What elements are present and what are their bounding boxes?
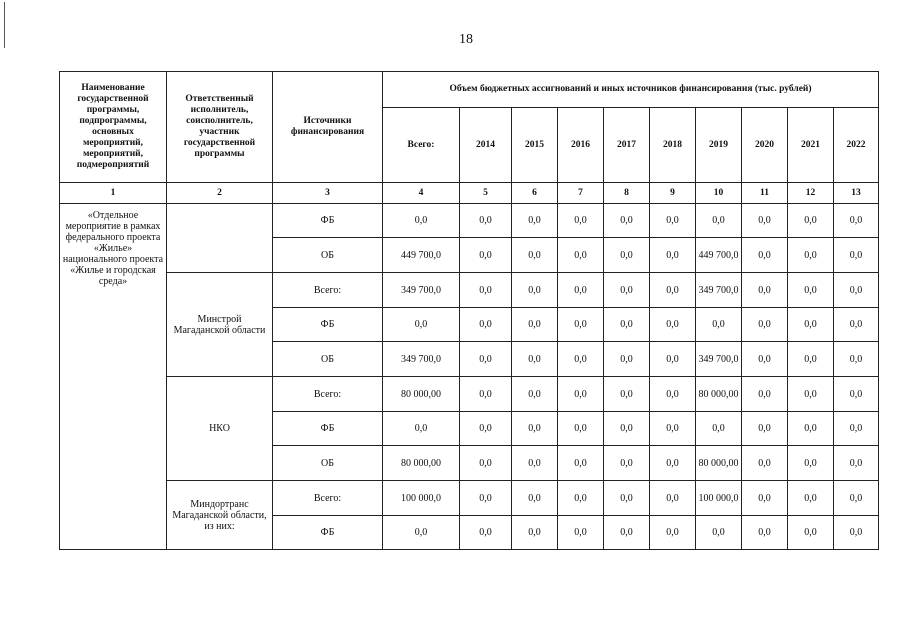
year-value: 0,0 <box>650 446 696 481</box>
year-value: 0,0 <box>512 342 558 377</box>
header-year: 2022 <box>834 108 879 183</box>
year-value: 100 000,0 <box>696 481 742 516</box>
header-budget-volume: Объем бюджетных ассигнований и иных источников финансирования (тыс. рублей) <box>383 72 879 108</box>
year-value: 0,0 <box>834 308 879 342</box>
year-value: 0,0 <box>650 308 696 342</box>
funding-source: ФБ <box>273 516 383 550</box>
year-value: 0,0 <box>512 308 558 342</box>
year-value: 0,0 <box>460 446 512 481</box>
year-value: 0,0 <box>512 446 558 481</box>
year-value: 0,0 <box>650 412 696 446</box>
year-value: 0,0 <box>696 516 742 550</box>
year-value: 0,0 <box>650 342 696 377</box>
table-row <box>60 273 879 308</box>
year-value: 0,0 <box>460 273 512 308</box>
year-value: 80 000,00 <box>696 446 742 481</box>
year-value: 0,0 <box>558 342 604 377</box>
column-number: 6 <box>512 183 558 204</box>
margin-rule <box>4 2 5 48</box>
executor-cell: НКО <box>167 377 273 481</box>
year-value: 0,0 <box>650 238 696 273</box>
year-value: 0,0 <box>604 273 650 308</box>
funding-source: Всего: <box>273 273 383 308</box>
table-row <box>60 377 879 412</box>
column-number: 4 <box>383 183 460 204</box>
year-value: 0,0 <box>604 481 650 516</box>
year-value: 80 000,00 <box>696 377 742 412</box>
year-value: 0,0 <box>512 516 558 550</box>
column-number: 11 <box>742 183 788 204</box>
funding-source: ОБ <box>273 238 383 273</box>
year-value: 0,0 <box>834 446 879 481</box>
year-value: 0,0 <box>460 377 512 412</box>
column-number: 8 <box>604 183 650 204</box>
header-year: 2020 <box>742 108 788 183</box>
funding-source: ФБ <box>273 204 383 238</box>
year-value: 349 700,0 <box>696 273 742 308</box>
year-value: 0,0 <box>834 377 879 412</box>
table-row <box>60 481 879 516</box>
header-funding-source: Источники финансирования <box>273 72 383 183</box>
total-value: 100 000,0 <box>383 481 460 516</box>
year-value: 0,0 <box>788 516 834 550</box>
year-value: 0,0 <box>512 238 558 273</box>
header-executor: Ответственный исполнитель, соисполнитель, участник государственной программы <box>167 72 273 183</box>
column-number: 13 <box>834 183 879 204</box>
column-number: 2 <box>167 183 273 204</box>
year-value: 0,0 <box>650 516 696 550</box>
year-value: 0,0 <box>742 516 788 550</box>
year-value: 0,0 <box>512 412 558 446</box>
year-value: 0,0 <box>834 342 879 377</box>
header-total: Всего: <box>383 108 460 183</box>
year-value: 0,0 <box>834 273 879 308</box>
year-value: 0,0 <box>788 481 834 516</box>
measure-name: «Отдельное мероприятие в рамках федерального проекта «Жилье» национального проекта «Жилье и городская среда» <box>60 204 167 550</box>
funding-source: Всего: <box>273 377 383 412</box>
year-value: 0,0 <box>696 204 742 238</box>
year-value: 0,0 <box>460 481 512 516</box>
year-value: 0,0 <box>742 446 788 481</box>
year-value: 0,0 <box>834 516 879 550</box>
year-value: 0,0 <box>558 446 604 481</box>
year-value: 0,0 <box>834 481 879 516</box>
funding-source: Всего: <box>273 481 383 516</box>
page-number: 18 <box>459 32 473 47</box>
year-value: 0,0 <box>650 273 696 308</box>
year-value: 0,0 <box>834 238 879 273</box>
year-value: 0,0 <box>558 377 604 412</box>
year-value: 0,0 <box>650 204 696 238</box>
year-value: 0,0 <box>742 481 788 516</box>
total-value: 449 700,0 <box>383 238 460 273</box>
total-value: 0,0 <box>383 516 460 550</box>
year-value: 0,0 <box>604 377 650 412</box>
year-value: 0,0 <box>604 342 650 377</box>
year-value: 0,0 <box>604 446 650 481</box>
column-number: 12 <box>788 183 834 204</box>
total-value: 349 700,0 <box>383 273 460 308</box>
header-year: 2018 <box>650 108 696 183</box>
year-value: 0,0 <box>604 204 650 238</box>
year-value: 0,0 <box>558 204 604 238</box>
total-value: 0,0 <box>383 412 460 446</box>
year-value: 0,0 <box>696 412 742 446</box>
header-year: 2015 <box>512 108 558 183</box>
year-value: 0,0 <box>788 412 834 446</box>
header-year: 2021 <box>788 108 834 183</box>
year-value: 0,0 <box>558 273 604 308</box>
year-value: 0,0 <box>558 308 604 342</box>
year-value: 0,0 <box>742 308 788 342</box>
total-value: 0,0 <box>383 204 460 238</box>
year-value: 0,0 <box>696 308 742 342</box>
year-value: 0,0 <box>460 412 512 446</box>
executor-cell: Миндортранс Магаданской области, из них: <box>167 481 273 550</box>
header-year: 2016 <box>558 108 604 183</box>
total-value: 80 000,00 <box>383 446 460 481</box>
header-year: 2019 <box>696 108 742 183</box>
executor-cell <box>167 204 273 273</box>
table-row <box>60 204 879 238</box>
year-value: 0,0 <box>604 308 650 342</box>
budget-table <box>59 71 879 550</box>
year-value: 0,0 <box>742 273 788 308</box>
year-value: 0,0 <box>512 204 558 238</box>
header-year: 2014 <box>460 108 512 183</box>
total-value: 349 700,0 <box>383 342 460 377</box>
year-value: 0,0 <box>460 308 512 342</box>
year-value: 0,0 <box>788 238 834 273</box>
header-program-name: Наименование государственной программы, подпрограммы, основных мероприятий, мероприятий, подмероприятий <box>60 72 167 183</box>
year-value: 0,0 <box>788 308 834 342</box>
column-number: 7 <box>558 183 604 204</box>
year-value: 0,0 <box>788 377 834 412</box>
year-value: 0,0 <box>742 342 788 377</box>
year-value: 0,0 <box>512 273 558 308</box>
year-value: 0,0 <box>558 238 604 273</box>
year-value: 0,0 <box>604 516 650 550</box>
year-value: 0,0 <box>512 377 558 412</box>
column-number: 3 <box>273 183 383 204</box>
year-value: 0,0 <box>558 481 604 516</box>
year-value: 0,0 <box>788 204 834 238</box>
year-value: 0,0 <box>788 273 834 308</box>
year-value: 0,0 <box>650 377 696 412</box>
header-year: 2017 <box>604 108 650 183</box>
column-number: 5 <box>460 183 512 204</box>
year-value: 0,0 <box>512 481 558 516</box>
column-number: 10 <box>696 183 742 204</box>
year-value: 0,0 <box>834 412 879 446</box>
year-value: 0,0 <box>558 412 604 446</box>
total-value: 0,0 <box>383 308 460 342</box>
year-value: 0,0 <box>604 412 650 446</box>
year-value: 0,0 <box>650 481 696 516</box>
executor-cell: Минстрой Магаданской области <box>167 273 273 377</box>
year-value: 0,0 <box>460 516 512 550</box>
funding-source: ОБ <box>273 446 383 481</box>
year-value: 449 700,0 <box>696 238 742 273</box>
funding-source: ФБ <box>273 412 383 446</box>
funding-source: ФБ <box>273 308 383 342</box>
year-value: 0,0 <box>460 342 512 377</box>
year-value: 349 700,0 <box>696 342 742 377</box>
year-value: 0,0 <box>604 238 650 273</box>
column-number: 1 <box>60 183 167 204</box>
year-value: 0,0 <box>460 238 512 273</box>
year-value: 0,0 <box>788 342 834 377</box>
year-value: 0,0 <box>788 446 834 481</box>
column-number-row <box>60 183 879 204</box>
year-value: 0,0 <box>742 238 788 273</box>
year-value: 0,0 <box>742 412 788 446</box>
funding-source: ОБ <box>273 342 383 377</box>
column-number: 9 <box>650 183 696 204</box>
year-value: 0,0 <box>558 516 604 550</box>
year-value: 0,0 <box>460 204 512 238</box>
year-value: 0,0 <box>834 204 879 238</box>
year-value: 0,0 <box>742 204 788 238</box>
year-value: 0,0 <box>742 377 788 412</box>
total-value: 80 000,00 <box>383 377 460 412</box>
